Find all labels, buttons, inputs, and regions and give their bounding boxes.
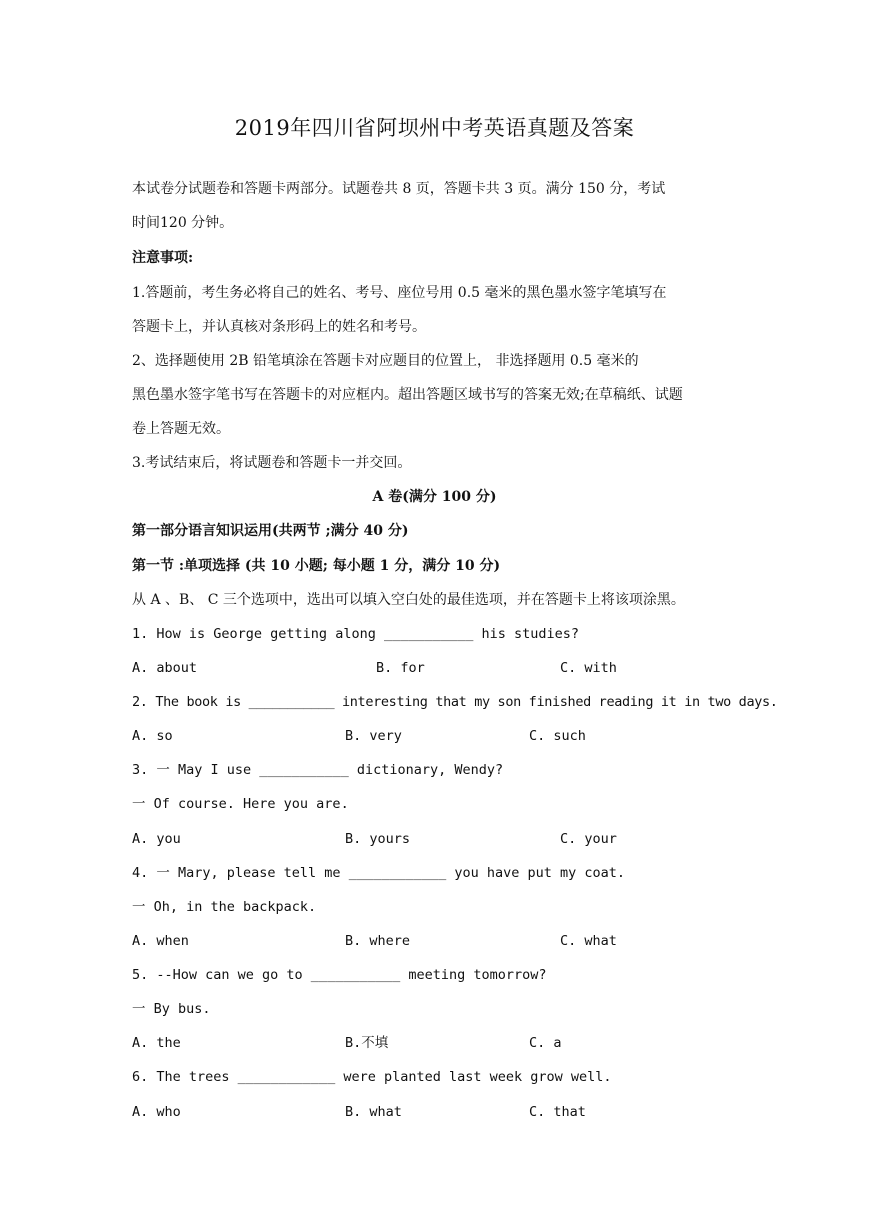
question-6-option-b: B. what bbox=[345, 1104, 402, 1120]
part-1-section-1-heading: 第一节 :单项选择 (共 10 小题; 每小题 1 分，满分 10 分) bbox=[132, 558, 501, 574]
question-3-stem: 3. 一 May I use ___________ dictionary, Wendy? bbox=[132, 762, 504, 778]
notice-heading: 注意事项: bbox=[132, 250, 194, 266]
question-4-option-a: A. when bbox=[132, 933, 189, 949]
intro-text-continued: 时间120 分钟。 bbox=[132, 215, 234, 231]
question-1-option-c: C. with bbox=[560, 660, 617, 676]
question-5-stem: 5. --How can we go to ___________ meeting tomorrow? bbox=[132, 967, 547, 983]
question-2-option-a: A. so bbox=[132, 728, 173, 744]
question-2-stem: 2. The book is ___________ interesting that my son finished reading it in two days. bbox=[132, 694, 778, 710]
question-3-option-b: B. yours bbox=[345, 831, 411, 847]
question-5-option-c: C. a bbox=[529, 1035, 562, 1051]
question-6-option-a: A. who bbox=[132, 1104, 181, 1120]
question-6-option-c: C. that bbox=[529, 1104, 586, 1120]
section-a-heading: A 卷(满分 100 分) bbox=[372, 489, 497, 505]
notice-item-2-continued: 黑色墨水签字笔书写在答题卡的对应框内。超出答题区域书写的答案无效;在草稿纸、试题 bbox=[132, 387, 683, 403]
notice-item-1: 1.答题前，考生务必将自己的姓名、考号、座位号用 0.5 毫米的黑色墨水签字笔填写在 bbox=[132, 285, 667, 301]
part-1-heading: 第一部分语言知识运用(共两节 ;满分 40 分) bbox=[132, 523, 409, 539]
document-title: 2019年四川省阿坝州中考英语真题及答案 bbox=[234, 116, 635, 140]
question-2-option-b: B. very bbox=[345, 728, 402, 744]
question-1-option-a: A. about bbox=[132, 660, 198, 676]
question-4-option-c: C. what bbox=[560, 933, 617, 949]
question-5-option-b: B.不填 bbox=[345, 1035, 389, 1051]
question-3-response: 一 Of course. Here you are. bbox=[132, 796, 349, 812]
question-2-option-c: C. such bbox=[529, 728, 586, 744]
notice-item-2: 2、选择题使用 2B 铅笔填涂在答题卡对应题目的位置上， 非选择题用 0.5 毫米的 bbox=[132, 353, 639, 369]
question-1-stem: 1. How is George getting along ___________ his studies? bbox=[132, 626, 580, 642]
question-4-response: 一 Oh, in the backpack. bbox=[132, 899, 317, 915]
question-6-stem: 6. The trees ____________ were planted last week grow well. bbox=[132, 1069, 612, 1085]
question-3-option-c: C. your bbox=[560, 831, 617, 847]
question-3-option-a: A. you bbox=[132, 831, 181, 847]
notice-item-2-end: 卷上答题无效。 bbox=[132, 421, 230, 437]
instructions-text: 从 A 、B、 C 三个选项中，选出可以填入空白处的最佳选项，并在答题卡上将该项涂黑。 bbox=[132, 592, 685, 608]
intro-text: 本试卷分试题卷和答题卡两部分。试题卷共 8 页，答题卡共 3 页。满分 150 分，考试 bbox=[132, 181, 666, 197]
question-5-response: 一 By bus. bbox=[132, 1001, 211, 1017]
question-1-option-b: B. for bbox=[376, 660, 425, 676]
question-5-option-a: A. the bbox=[132, 1035, 181, 1051]
notice-item-3: 3.考试结束后，将试题卷和答题卡一并交回。 bbox=[132, 455, 412, 471]
notice-item-1-continued: 答题卡上，并认真核对条形码上的姓名和考号。 bbox=[132, 319, 426, 335]
question-4-option-b: B. where bbox=[345, 933, 411, 949]
question-4-stem: 4. 一 Mary, please tell me ____________ you have put my coat. bbox=[132, 865, 626, 881]
